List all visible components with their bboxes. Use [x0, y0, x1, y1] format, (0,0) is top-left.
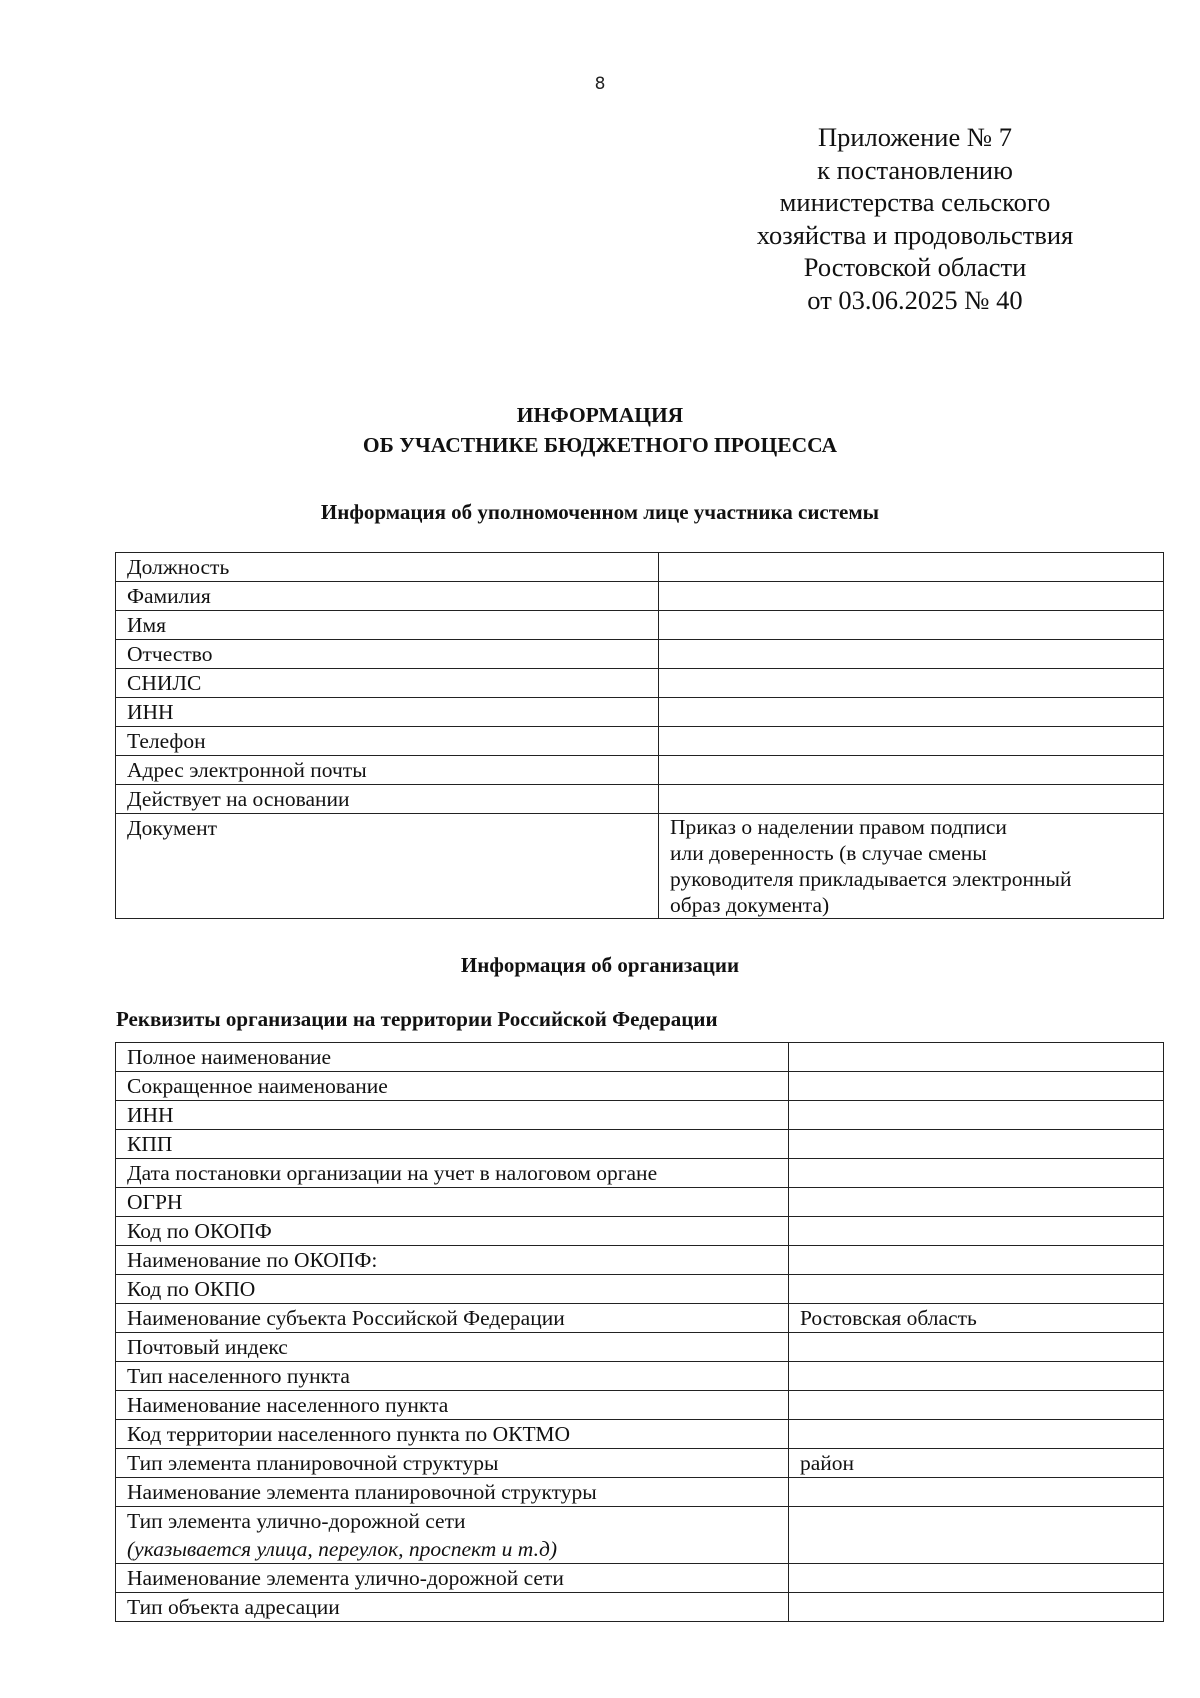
field-label: Наименование элемента улично-дорожной сети — [116, 1564, 789, 1593]
field-value — [789, 1217, 1164, 1246]
field-value-document — [659, 814, 1164, 919]
field-label: Отчество — [116, 640, 659, 669]
table-row — [116, 1159, 1164, 1188]
field-value — [789, 1564, 1164, 1593]
field-value — [789, 1101, 1164, 1130]
field-label: ИНН — [116, 698, 659, 727]
field-value — [789, 1246, 1164, 1275]
field-value — [789, 1043, 1164, 1072]
field-value — [659, 611, 1164, 640]
table-row — [116, 1275, 1164, 1304]
section-heading-authorized-person: Информация об уполномоченном лице участника системы — [320, 500, 880, 524]
field-value — [789, 1188, 1164, 1217]
field-label: Должность — [116, 553, 659, 582]
field-label: Фамилия — [116, 582, 659, 611]
field-value — [789, 1333, 1164, 1362]
field-value — [789, 1391, 1164, 1420]
field-label: ОГРН — [116, 1188, 789, 1217]
field-label: Действует на основании — [116, 785, 659, 814]
annex-line: министерства сельского — [779, 187, 1051, 217]
field-value — [789, 1072, 1164, 1101]
table-row-street-type — [116, 1507, 1164, 1564]
table-row — [116, 756, 1164, 785]
table-row — [116, 1043, 1164, 1072]
table-row — [116, 611, 1164, 640]
table-row — [116, 640, 1164, 669]
field-value — [789, 1507, 1164, 1564]
field-value — [659, 785, 1164, 814]
table-row — [116, 1188, 1164, 1217]
section-heading-organization: Информация об организации — [460, 953, 740, 977]
title-line: ОБ УЧАСТНИКЕ БЮДЖЕТНОГО ПРОЦЕССА — [362, 433, 838, 457]
field-value — [659, 582, 1164, 611]
field-value — [659, 698, 1164, 727]
table-row — [116, 1391, 1164, 1420]
field-note: (указывается улица, переулок, проспект и т.д) — [127, 1537, 557, 1561]
field-value — [789, 1159, 1164, 1188]
field-label: Код по ОКОПФ — [116, 1217, 789, 1246]
field-label: Почтовый индекс — [116, 1333, 789, 1362]
field-label: Дата постановки организации на учет в налоговом органе — [116, 1159, 789, 1188]
field-label: Тип населенного пункта — [116, 1362, 789, 1391]
annex-line: от 03.06.2025 № 40 — [807, 284, 1023, 315]
field-value — [659, 640, 1164, 669]
field-value — [659, 727, 1164, 756]
authorized-person-table — [115, 552, 1164, 919]
field-label: Код территории населенного пункта по ОКТМО — [116, 1420, 789, 1449]
field-value: район — [789, 1449, 1164, 1478]
field-label: Наименование элемента планировочной структуры — [116, 1478, 789, 1507]
annex-block — [740, 121, 1090, 316]
field-label: Наименование субъекта Российской Федерации — [116, 1304, 789, 1333]
table-row-document — [116, 814, 1164, 919]
table-row — [116, 1246, 1164, 1275]
field-label: ИНН — [116, 1101, 789, 1130]
field-value — [659, 553, 1164, 582]
table-row — [116, 1449, 1164, 1478]
field-label: СНИЛС — [116, 669, 659, 698]
annex-line: хозяйства и продовольствия — [756, 219, 1074, 250]
field-label: Адрес электронной почты — [116, 756, 659, 785]
field-label: Тип элемента планировочной структуры — [116, 1449, 789, 1478]
field-value: Ростовская область — [789, 1304, 1164, 1333]
page-number: 8 — [594, 74, 606, 94]
annex-line: Приложение № 7 — [817, 122, 1012, 152]
document-note-line: руководителя прикладывается электронный — [670, 867, 1072, 891]
table-row — [116, 1478, 1164, 1507]
field-label: Телефон — [116, 727, 659, 756]
field-label-street-type — [116, 1507, 789, 1564]
organization-requisites-table — [115, 1042, 1164, 1622]
table-row — [116, 1130, 1164, 1159]
table-row — [116, 1333, 1164, 1362]
table-row — [116, 1593, 1164, 1622]
field-label: Наименование населенного пункта — [116, 1391, 789, 1420]
table-row — [116, 1072, 1164, 1101]
table-row — [116, 1101, 1164, 1130]
field-value — [789, 1362, 1164, 1391]
table-row — [116, 669, 1164, 698]
field-value — [659, 756, 1164, 785]
table-row — [116, 727, 1164, 756]
field-value — [659, 669, 1164, 698]
field-label: Тип объекта адресации — [116, 1593, 789, 1622]
field-label: Имя — [116, 611, 659, 640]
document-note-line: образ документа) — [670, 893, 830, 917]
table-row — [116, 1564, 1164, 1593]
table-row — [116, 785, 1164, 814]
field-value — [789, 1593, 1164, 1622]
field-label: Сокращенное наименование — [116, 1072, 789, 1101]
title-line: ИНФОРМАЦИЯ — [516, 403, 684, 427]
field-label: Полное наименование — [116, 1043, 789, 1072]
table-row — [116, 1217, 1164, 1246]
document-note-line: или доверенность (в случае смены — [670, 841, 987, 865]
table-row — [116, 1420, 1164, 1449]
table-row — [116, 582, 1164, 611]
field-label: Код по ОКПО — [116, 1275, 789, 1304]
annex-line: к постановлению — [817, 154, 1013, 185]
field-value — [789, 1275, 1164, 1304]
table-row — [116, 1362, 1164, 1391]
table-row — [116, 1304, 1164, 1333]
field-label: Документ — [116, 814, 659, 919]
field-label: КПП — [116, 1130, 789, 1159]
field-value — [789, 1478, 1164, 1507]
field-value — [789, 1130, 1164, 1159]
field-value — [789, 1420, 1164, 1449]
table-row — [116, 698, 1164, 727]
field-label: Наименование по ОКОПФ: — [116, 1246, 789, 1275]
document-note-line: Приказ о наделении правом подписи — [670, 815, 1007, 839]
table-caption-requisites: Реквизиты организации на территории Российской Федерации — [116, 1007, 718, 1031]
table-row — [116, 553, 1164, 582]
document-title — [0, 400, 1200, 460]
annex-line: Ростовской области — [803, 252, 1027, 282]
field-label: Тип элемента улично-дорожной сети — [127, 1509, 466, 1533]
